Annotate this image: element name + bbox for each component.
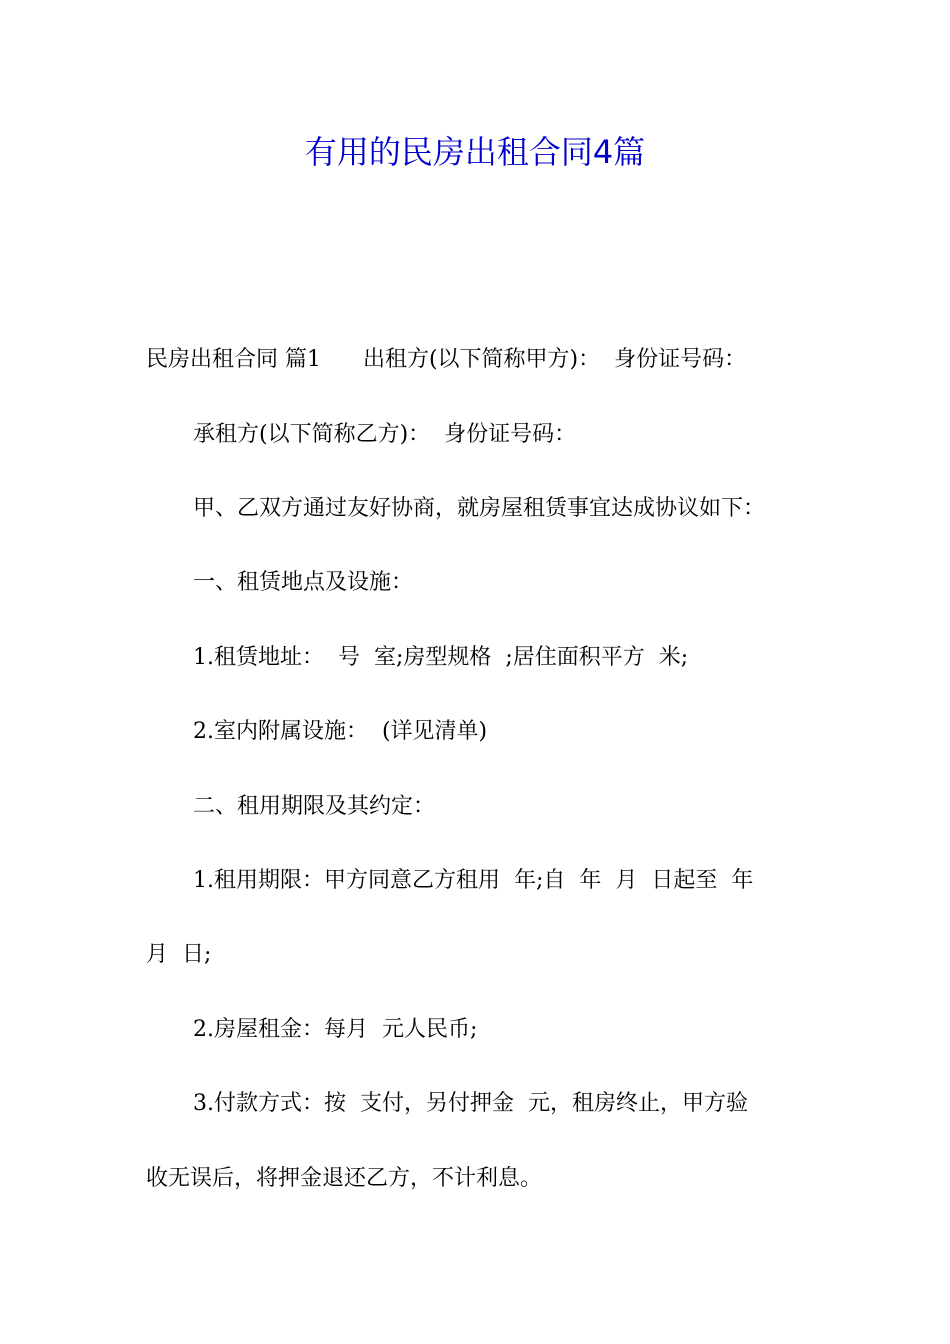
document-title: 有用的民房出租合同4篇 <box>304 133 646 171</box>
paragraph-line: 1.租用期限：甲方同意乙方租用 年;自 年 月 日起至 年 <box>193 868 754 893</box>
paragraph-line: 2.室内附属设施： (详见清单) <box>193 719 488 744</box>
paragraph-line: 2.房屋租金：每月 元人民币; <box>193 1017 478 1042</box>
paragraph-line: 月 日; <box>146 942 212 967</box>
paragraph-line: 甲、乙双方通过友好协商，就房屋租赁事宜达成协议如下： <box>193 496 766 521</box>
paragraph-line: 承租方(以下简称乙方)： 身份证号码： <box>193 422 577 447</box>
section-heading: 一、租赁地点及设施： <box>193 570 414 595</box>
section-heading: 二、租用期限及其约定： <box>193 794 436 819</box>
paragraph-line: 3.付款方式：按 支付，另付押金 元，租房终止，甲方验 <box>193 1091 748 1116</box>
paragraph-line: 民房出租合同 篇1 出租方(以下简称甲方)： 身份证号码： <box>146 347 747 372</box>
paragraph-line: 1.租赁地址： 号 室;房型规格 ;居住面积平方 米; <box>193 645 689 670</box>
paragraph-line: 收无误后，将押金退还乙方，不计利息。 <box>146 1166 543 1191</box>
